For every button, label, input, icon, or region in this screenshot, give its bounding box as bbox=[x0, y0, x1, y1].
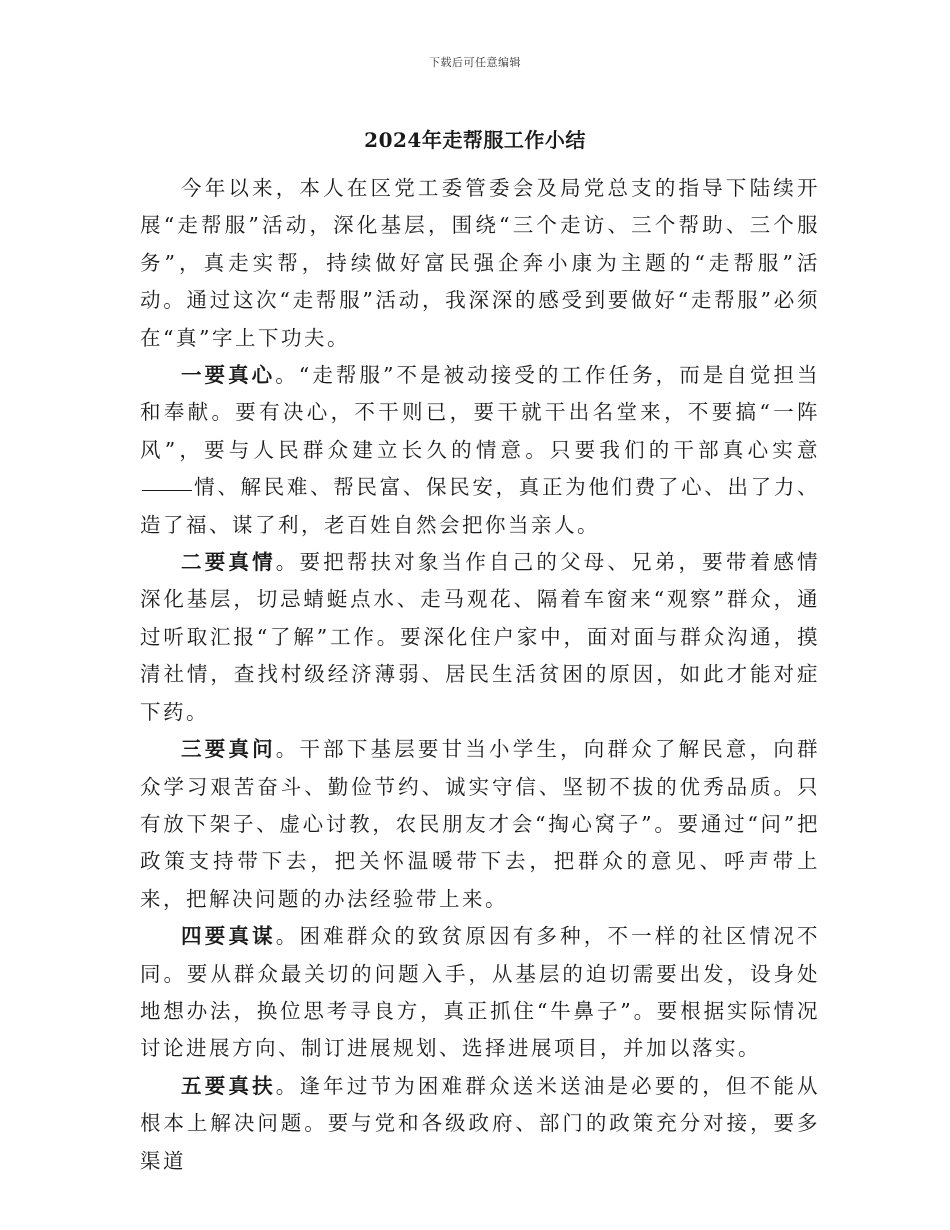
paragraph-sincere-asking bbox=[140, 731, 820, 918]
paragraph-text: 情、解民难、帮民富、保民安，真正为他们费了心、出了力、造了福、谋了利，老百姓自然会把你当亲人。 bbox=[140, 475, 820, 537]
paragraph-text: 。要把帮扶对象当作自己的父母、兄弟，要带着感情深化基层，切忌蜻蜓点水、走马观花、隔着车窗来“观察”群众，通过听取汇报“了解”工作。要深化住户家中，面对面与群众沟通，摸清社情，查找村级经济薄弱、居民生活贫困的原因，如此才能对症下药。 bbox=[140, 550, 821, 724]
paragraph-lead: 五要真扶 bbox=[181, 1073, 276, 1098]
fill-in-blank bbox=[142, 489, 192, 491]
paragraph-sincere-planning bbox=[140, 918, 820, 1068]
paragraph-lead: 四要真谋 bbox=[181, 924, 276, 949]
paragraph-sincere-heart bbox=[140, 357, 820, 544]
intro-paragraph: 今年以来，本人在区党工委管委会及局党总支的指导下陆续开展“走帮服”活动，深化基层，围绕“三个走访、三个帮助、三个服务”，真走实帮，持续做好富民强企奔小康为主题的“走帮服”活动。通过这次“走帮服”活动，我深深的感受到要做好“走帮服”必须在“真”字上下功夫。 bbox=[140, 176, 820, 350]
paragraph-lead: 三要真问 bbox=[181, 737, 276, 762]
paragraph-sincere-feeling bbox=[140, 544, 820, 731]
paragraph-text: 。“走帮服”不是被动接受的工作任务，而是自觉担当和奉献。要有决心，不干则已，要干就干出名堂来，不要搞“一阵风”，要与人民群众建立长久的情意。只要我们的干部真心实意 bbox=[140, 363, 820, 462]
paragraph-lead: 一要真心 bbox=[181, 363, 276, 388]
document-title: 2024年走帮服工作小结 bbox=[364, 128, 586, 152]
paragraph-text: 。困难群众的致贫原因有多种，不一样的社区情况不同。要从群众最关切的问题入手，从基层的迫切需要出发，设身处地想办法，换位思考寻良方，真正抓住“牛鼻子”。要根据实际情况讨论进展方向、制订进展规划、选择进展项目，并加以落实。 bbox=[140, 924, 821, 1061]
header-note: 下载后可任意编辑 bbox=[429, 56, 521, 69]
paragraph-sincere-support bbox=[140, 1068, 820, 1180]
document-body bbox=[140, 170, 820, 1180]
paragraph-text: 。干部下基层要甘当小学生，向群众了解民意，向群众学习艰苦奋斗、勤俭节约、诚实守信、坚韧不拔的优秀品质。只有放下架子、虚心讨教，农民朋友才会“掏心窝子”。要通过“问”把政策支持带下去，把关怀温暖带下去，把群众的意见、呼声带上来，把解决问题的办法经验带上来。 bbox=[140, 737, 821, 911]
paragraph-text: 。逢年过节为困难群众送米送油是必要的，但不能从根本上解决问题。要与党和各级政府、部门的政策充分对接，要多渠道 bbox=[140, 1073, 821, 1173]
paragraph-lead: 二要真情 bbox=[181, 550, 276, 575]
